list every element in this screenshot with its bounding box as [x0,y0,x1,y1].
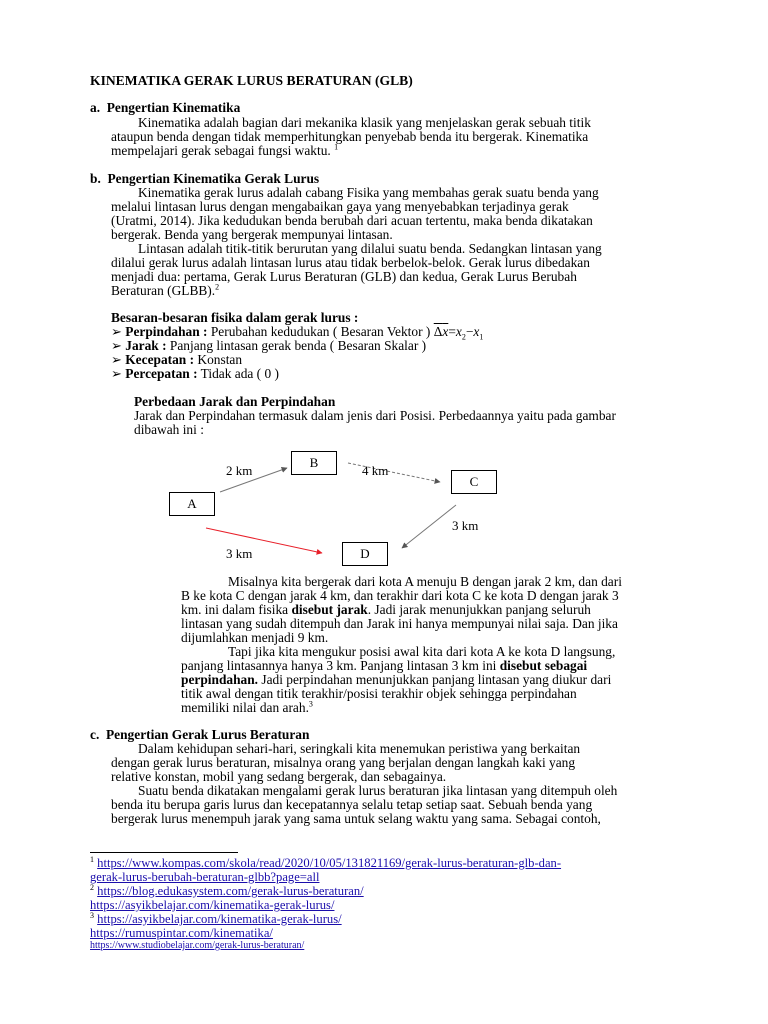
footnote-1-cont [90,870,319,884]
paragraph-text: Jadi perpindahan menunjukkan panjang lintasan yang diukur dari [258,672,612,687]
node-b: B [291,451,337,475]
paragraph-text: . Jadi jarak menunjukkan panjang seluruh [367,602,591,617]
paragraph-line [181,659,587,673]
paragraph-text: mempelajari gerak sebagai fungsi waktu. [111,143,331,158]
arrow-c-to-d [402,505,456,548]
paragraph-line: Misalnya kita bergerak dari kota A menuju B dengan jarak 2 km, dan dari [228,574,622,589]
arrow-bullet-icon: ➢ [111,338,122,353]
bullet-term: Percepatan : [125,366,198,381]
footnote-3-cont2 [90,940,304,952]
bullet-term: Jarak : [125,338,167,353]
paragraph-line: titik awal dengan titik terakhir/posisi terakhir objek sehingga perpindahan [181,686,577,701]
section-b-heading: b. Pengertian Kinematika Gerak Lurus [90,171,320,186]
paragraph-line: benda itu berupa garis lurus dan kecepatannya selalu tetap setiap saat. Sebuah benda yang [111,797,593,812]
bullet-term: Perpindahan : [125,324,208,339]
formula-delta: $\overline{\Delta}$ [433,324,443,339]
footnote-ref[interactable]: 2 [215,282,220,292]
bullet-term: Kecepatan : [125,352,195,367]
formula-x1: x [473,324,480,339]
paragraph-line: B ke kota C dengan jarak 4 km, dan terakhir dari kota C ke kota D dengan jarak 3 [181,588,619,603]
paragraph-text: memiliki nilai dan arah. [181,700,309,715]
bullet-desc: Perubahan kedudukan ( Besaran Vektor ) [207,324,431,339]
bullet-desc: Konstan [194,352,243,367]
node-a: A [169,492,215,516]
bullet-desc: Panjang lintasan gerak benda ( Besaran Skalar ) [166,338,427,353]
paragraph-line: dengan gerak lurus beraturan, misalnya orang yang berjalan dengan langkah kaki yang [111,755,576,770]
footnote-3 [90,912,342,926]
page-title: KINEMATIKA GERAK LURUS BERATURAN (GLB) [90,73,413,88]
paragraph-line: (Uratmi, 2014). Jika kedudukan benda berubah dari acuan tertentu, maka benda dikatakan [111,213,593,228]
section-c-heading: c. Pengertian Gerak Lurus Beraturan [90,727,310,742]
paragraph-line: dijumlahkan menjadi 9 km. [181,630,329,645]
label-ab: 2 km [226,463,253,478]
footnote-link[interactable]: https://asyikbelajar.com/kinematika-gerak-lurus/ [97,912,342,926]
paragraph-line [181,673,611,687]
label-cd: 3 km [452,518,479,533]
formula-sub1: 1 [479,332,484,342]
footnote-number: 3 [90,910,94,920]
footnote-separator [90,852,238,853]
paragraph-line: dilalui gerak lurus adalah lintasan lurus atau tidak berbelok-belok. Gerak lurus dibedakan [111,255,590,270]
paragraph-line: lintasan yang sudah ditempuh dan Jarak ini hanya mempunyai nilai saja. Dan jika [181,616,618,631]
footnote-2 [90,884,364,898]
paragraph-line: bergerak. Benda yang bergerak mempunyai lintasan. [111,227,393,242]
formula-x2: x [455,324,462,339]
bold-term: disebut jarak [291,602,368,617]
footnote-ref[interactable]: 3 [308,699,313,709]
label-bc: 4 km [362,463,389,478]
bullet-desc: Tidak ada ( 0 ) [197,366,279,381]
arrow-bullet-icon: ➢ [111,366,122,381]
paragraph-line: menjadi dua: pertama, Gerak Lurus Beraturan (GLB) dan kedua, Gerak Lurus Berubah [111,269,577,284]
bold-term: perpindahan. [181,672,259,687]
paragraph-line: Jarak dan Perpindahan termasuk dalam jenis dari Posisi. Perbedaannya yaitu pada gambar [134,408,616,423]
footnote-number: 2 [90,882,94,892]
bold-term: disebut sebagai [499,658,588,673]
paragraph-line [181,701,313,715]
footnote-3-cont [90,926,273,940]
footnote-link[interactable]: https://www.studiobelajar.com/gerak-lurus-beraturan/ [90,940,305,951]
paragraph-line: bergerak lurus menempuh jarak yang sama untuk selang waktu yang sama. Sebagai contoh, [111,811,601,826]
paragraph-line: relative konstan, mobil yang sedang bergerak, dan sebagainya. [111,769,447,784]
arrow-bullet-icon: ➢ [111,352,122,367]
paragraph-line: melalui lintasan lurus dengan mengabaikan gaya yang menyebabkan terjadinya gerak [111,199,569,214]
paragraph-line: ataupun benda dengan tidak memperhitungkan penyebab benda itu bergerak. Kinematika [111,129,589,144]
paragraph-line: dibawah ini : [134,422,204,437]
paragraph-line: Kinematika gerak lurus adalah cabang Fisika yang membahas gerak suatu benda yang [138,185,599,200]
footnote-number: 1 [90,854,94,864]
paragraph-line: Suatu benda dikatakan mengalami gerak lurus beraturan jika lintasan yang ditempuh oleh [138,783,618,798]
paragraph-line: Tapi jika kita mengukur posisi awal kita dari kota A ke kota D langsung, [228,644,616,659]
arrow-bullet-icon: ➢ [111,324,122,339]
footnote-link[interactable]: https://rumuspintar.com/kinematika/ [90,926,273,940]
arrow-a-to-d [206,528,322,553]
formula-sub2: 2 [461,332,466,342]
footnote-ref[interactable]: 1 [334,142,339,152]
footnote-link[interactable]: gerak-lurus-berubah-beraturan-glbb?page=all [90,870,320,884]
paragraph-line: Lintasan adalah titik-titik berurutan yang dilalui suatu benda. Sedangkan lintasan yang [138,241,602,256]
paragraph-text: km. ini dalam fisika [181,602,292,617]
label-ad: 3 km [226,546,253,561]
footnote-link[interactable]: https://blog.edukasystem.com/gerak-lurus-beraturan/ [97,884,364,898]
footnote-link[interactable]: https://www.kompas.com/skola/read/2020/10/05/131821169/gerak-lurus-beraturan-glb-dan- [97,856,562,870]
formula-x: $\overline{x}$ [442,324,449,339]
footnote-link[interactable]: https://asyikbelajar.com/kinematika-gerak-lurus/ [90,898,335,912]
node-c: C [451,470,497,494]
formula-minus: − [465,324,474,339]
besaran-heading: Besaran-besaran fisika dalam gerak lurus : [111,310,359,325]
paragraph-line: Kinematika adalah bagian dari mekanika klasik yang menjelaskan gerak sebuah titik [138,115,591,130]
footnote-1 [90,856,561,870]
node-d: D [342,542,388,566]
paragraph-line: Dalam kehidupan sehari-hari, seringkali kita menemukan peristiwa yang berkaitan [138,741,581,756]
section-a-heading: a. Pengertian Kinematika [90,100,241,115]
paragraph-text: Beraturan (GLBB). [111,283,216,298]
paragraph-text: panjang lintasannya hanya 3 km. Panjang lintasan 3 km ini [181,658,500,673]
perbedaan-heading: Perbedaan Jarak dan Perpindahan [134,394,336,409]
footnote-2-cont [90,898,334,912]
paragraph-line [181,603,591,617]
formula-eq: = [448,324,456,339]
